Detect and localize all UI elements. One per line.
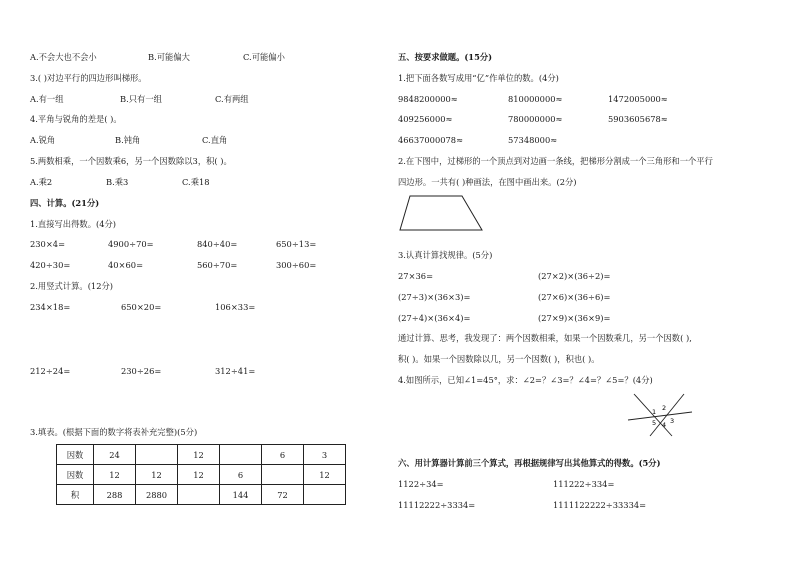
q4-option-c: C.直角 [202, 135, 228, 145]
q6-item: 11112222÷3334= [398, 500, 476, 510]
q5-1-item: 5903605678≈ [608, 114, 668, 124]
angle-label: 5 [652, 419, 657, 427]
table-cell: 因数 [57, 445, 94, 465]
trapezoid-shape [400, 196, 482, 230]
q6-item: 111222÷334= [553, 479, 615, 489]
q3-option-c: C.有两组 [215, 94, 249, 104]
q5-3-text2: 积( )。如果一个因数除以几，另一个因数( )，积也( )。 [398, 354, 600, 364]
table-cell[interactable] [136, 445, 178, 465]
table-cell: 3 [304, 445, 346, 465]
calc-1-item: 840÷40= [197, 239, 238, 249]
q5-option-a: A.乘2 [30, 177, 53, 187]
q5-4-title: 4.如图所示，已知∠1=45°，求：∠2=？∠3=？∠4=？∠5=？(4分) [398, 375, 653, 385]
angle-label: 4 [662, 421, 667, 429]
table-cell: 24 [94, 445, 136, 465]
q5-1-item: 9848200000≈ [398, 94, 458, 104]
table-cell[interactable] [262, 465, 304, 485]
q5-3-item: (27×9)×(36×9)= [538, 313, 611, 323]
q2-option-c: C.可能偏小 [243, 52, 285, 62]
calc-1-item: 650÷13= [276, 239, 317, 249]
table-cell: 144 [220, 485, 262, 505]
q5-3-title: 3.认真计算找规律。(5分) [398, 250, 493, 260]
table-cell: 12 [94, 465, 136, 485]
section-6-title: 六、用计算器计算前三个算式，再根据规律写出其他算式的得数。(5分) [398, 458, 661, 468]
q5-1-title: 1.把下面各数写成用“亿”作单位的数。(4分) [398, 73, 559, 83]
q5-1-item: 46637000078≈ [398, 135, 464, 145]
calc-2-item: 650×20= [121, 302, 162, 312]
q5-stem: 5.两数相乘，一个因数乘6，另一个因数除以3，积( )。 [30, 156, 232, 166]
angle-figure [626, 392, 696, 440]
calc-2-item: 230÷26= [121, 366, 162, 376]
q3-option-b: B.只有一组 [120, 94, 162, 104]
table-cell: 12 [178, 445, 220, 465]
table-cell: 12 [178, 465, 220, 485]
calc-2-item: 106×33= [215, 302, 256, 312]
table-cell: 积 [57, 485, 94, 505]
fill-table [56, 444, 346, 505]
calc-2-item: 212÷24= [30, 366, 71, 376]
q2-option-b: B.可能偏大 [148, 52, 190, 62]
q4-stem: 4.平角与锐角的差是( )。 [30, 114, 122, 124]
table-cell[interactable] [220, 445, 262, 465]
table-row [57, 465, 346, 485]
q2-option-a: A.不会大也不会小 [30, 52, 97, 62]
angle-label: 1 [652, 408, 657, 416]
table-row [57, 445, 346, 465]
q5-1-item: 1472005000≈ [608, 94, 668, 104]
q5-2-line2: 四边形。一共有( )种画法，在图中画出来。(2分) [398, 177, 577, 187]
q5-option-c: C.乘18 [182, 177, 210, 187]
calc-1-item: 4900÷70= [108, 239, 154, 249]
section-4-title: 四、计算。(21分) [30, 198, 100, 208]
angle-label: 2 [662, 404, 667, 412]
q5-1-item: 780000000≈ [508, 114, 563, 124]
table-cell: 72 [262, 485, 304, 505]
q5-3-text1: 通过计算、思考，我发现了：两个因数相乘，如果一个因数乘几，另一个因数( ), [398, 333, 692, 343]
q5-1-item: 810000000≈ [508, 94, 563, 104]
q4-option-b: B.钝角 [115, 135, 141, 145]
q3-option-a: A.有一组 [30, 94, 64, 104]
q5-option-b: B.乘3 [106, 177, 129, 187]
q6-item: 1111122222÷33334= [553, 500, 647, 510]
table-cell[interactable] [304, 485, 346, 505]
q4-option-a: A.锐角 [30, 135, 56, 145]
q6-item: 1122÷34= [398, 479, 444, 489]
calc-1-item: 40×60= [108, 260, 144, 270]
fill-table-title: 3.填表。(根据下面的数字将表补充完整)(5分) [30, 427, 198, 437]
q5-3-item: (27÷4)×(36×4)= [398, 313, 471, 323]
table-cell: 2880 [136, 485, 178, 505]
q5-1-item: 57348000≈ [508, 135, 558, 145]
table-cell: 6 [262, 445, 304, 465]
q5-3-item: (27×2)×(36÷2)= [538, 271, 611, 281]
q5-3-item: (27×6)×(36÷6)= [538, 292, 611, 302]
table-cell: 因数 [57, 465, 94, 485]
q5-2-line1: 2.在下图中，过梯形的一个顶点到对边画一条线，把梯形分割成一个三角形和一个平行 [398, 156, 713, 166]
calc-2-item: 312÷41= [215, 366, 256, 376]
angle-label: 3 [670, 417, 675, 425]
q5-3-item: 27×36= [398, 271, 434, 281]
table-cell: 6 [220, 465, 262, 485]
table-cell[interactable] [178, 485, 220, 505]
q5-3-item: (27÷3)×(36×3)= [398, 292, 471, 302]
angle-line [628, 412, 692, 420]
q3-stem: 3.( )对边平行的四边形叫梯形。 [30, 73, 147, 83]
calc-1-item: 300÷60= [276, 260, 317, 270]
q5-1-item: 409256000≈ [398, 114, 453, 124]
calc-2-title: 2.用竖式计算。(12分) [30, 281, 114, 291]
section-5-title: 五、按要求做题。(15分) [398, 52, 493, 62]
calc-1-item: 420÷30= [30, 260, 71, 270]
table-row [57, 485, 346, 505]
table-cell: 12 [136, 465, 178, 485]
calc-1-item: 560÷70= [197, 260, 238, 270]
table-cell: 12 [304, 465, 346, 485]
calc-1-title: 1.直接写出得数。(4分) [30, 219, 117, 229]
calc-2-item: 234×18= [30, 302, 71, 312]
trapezoid-figure [398, 192, 488, 236]
table-cell: 288 [94, 485, 136, 505]
calc-1-item: 230×4= [30, 239, 66, 249]
